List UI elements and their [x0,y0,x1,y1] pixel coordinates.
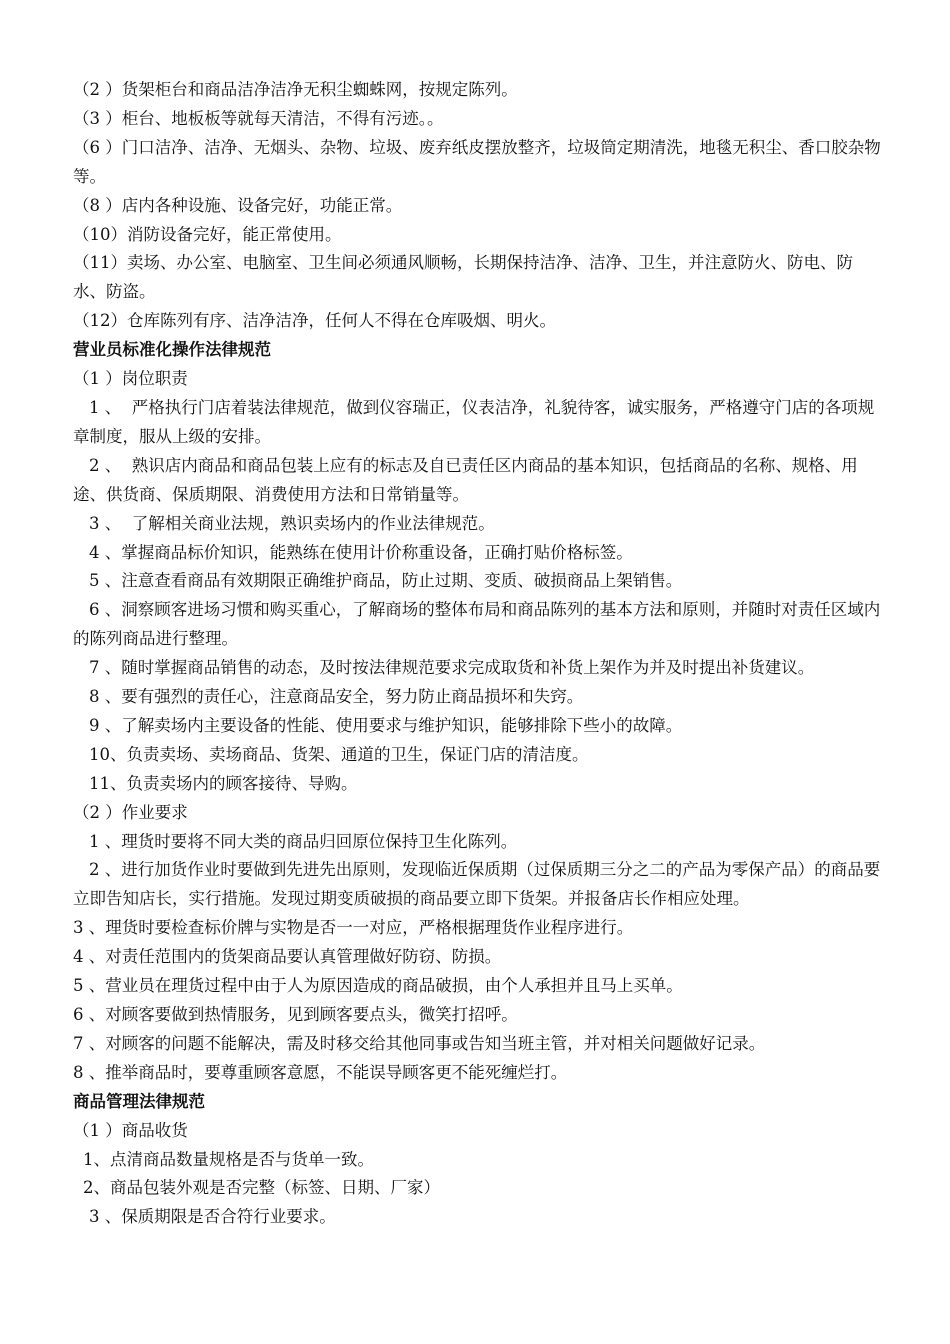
requirement-item: 1 、理货时要将不同大类的商品归回原位保持卫生化陈列。 [89,831,518,851]
requirement-item: 7 、对顾客的问题不能解决，需及时移交给其他同事或告知当班主管，并对相关问题做好记录。 [73,1033,766,1053]
cleaning-item: （3 ）柜台、地板板等就每天清洁，不得有污迹。。 [73,108,444,128]
cleaning-item: （11）卖场、办公室、电脑室、卫生间必须通风顺畅，长期保持洁净、洁净、卫生，并注意防火、防电、防水、防盗。 [73,253,853,302]
duty-item: 11、负责卖场内的顾客接待、导购。 [89,773,358,793]
duty-item: 2 、 熟识店内商品和商品包装上应有的标志及自已责任区内商品的基本知识，包括商品的名称、规格、用途、供货商、保质期限、消费使用方法和日常销量等。 [73,455,858,504]
duty-item: 3 、 了解相关商业法规，熟识卖场内的作业法律规范。 [89,513,495,533]
duty-item: 8 、要有强烈的责任心，注意商品安全，努力防止商品损坏和失窍。 [89,687,584,707]
requirement-item: 8 、推举商品时，要尊重顾客意愿，不能误导顾客更不能死缠烂打。 [73,1062,568,1082]
receiving-item: 1、点清商品数量规格是否与货单一致。 [83,1149,374,1169]
requirement-item: 5 、营业员在理货过程中由于人为原因造成的商品破损，由个人承担并且马上买单。 [73,976,683,996]
document-body [73,76,885,1232]
subsection-title-duties: （1 ）岗位职责 [73,369,188,389]
receiving-item: 3 、保质期限是否合符行业要求。 [89,1207,336,1227]
cleaning-item: （8 ）店内各种设施、设备完好，功能正常。 [73,195,403,215]
requirement-item: 2 、进行加货作业时要做到先进先出原则，发现临近保质期（过保质期三分之二的产品为零保产品）的商品要立即告知店长，实行措施。发现过期变质破损的商品要立即下货架。并报备店长作相应处理。 [73,860,881,909]
subsection-title-requirements: （2 ）作业要求 [73,802,188,822]
section-heading-staff: 营业员标准化操作法律规范 [73,340,271,360]
requirement-item: 4 、对责任范围内的货架商品要认真管理做好防窃、防损。 [73,947,502,967]
cleaning-item: （10）消防设备完好，能正常使用。 [73,224,342,244]
requirement-item: 6 、对顾客要做到热情服务，见到顾客要点头，微笑打招呼。 [73,1005,518,1024]
duty-item: 5 、注意查看商品有效期限正确维护商品，防止过期、变质、破损商品上架销售。 [89,571,683,591]
duty-item: 4 、掌握商品标价知识，能熟练在使用计价称重设备，正确打贴价格标签。 [89,542,633,562]
requirement-item: 3 、理货时要检查标价牌与实物是否一一对应，严格根据理货作业程序进行。 [73,918,634,938]
subsection-title-receiving: （1 ）商品收货 [73,1120,188,1140]
duty-item: 10、负责卖场、卖场商品、货架、通道的卫生，保证门店的清洁度。 [89,744,589,764]
section-heading-goods: 商品管理法律规范 [73,1091,205,1111]
cleaning-item: （2 ）货架柜台和商品洁净洁净无积尘蜘蛛网，按规定陈列。 [73,80,518,99]
receiving-item: 2、商品包装外观是否完整（标签、日期、厂家） [83,1178,440,1198]
cleaning-item: （12）仓库陈列有序、洁净洁净，任何人不得在仓库吸烟、明火。 [73,311,556,331]
duty-item: 6 、洞察顾客进场习惯和购买重心，了解商场的整体布局和商品陈列的基本方法和原则，并随时对责任区域内的陈列商品进行整理。 [73,600,881,649]
cleaning-item: （6 ）门口洁净、洁净、无烟头、杂物、垃圾、废弃纸皮摆放整齐，垃圾筒定期清洗，地毯无积尘、香口胶杂物等。 [73,137,881,186]
duty-item: 7 、随时掌握商品销售的动态，及时按法律规范要求完成取货和补货上架作为并及时提出补货建议。 [89,658,815,678]
duty-item: 9 、了解卖场内主要设备的性能、使用要求与维护知识，能够排除下些小的故障。 [89,715,683,735]
duty-item: 1 、 严格执行门店着装法律规范，做到仪容瑞正，仪表洁净，礼貌待客，诚实服务，严格遵守门店的各项规章制度，服从上级的安排。 [73,397,875,446]
